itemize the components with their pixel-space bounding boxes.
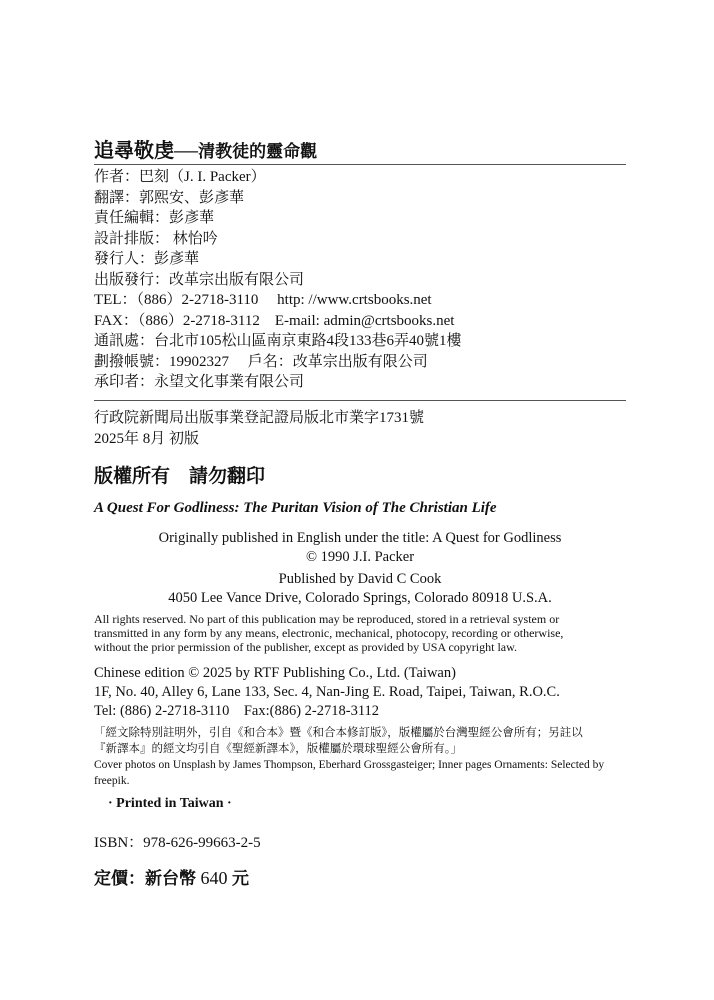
price <box>94 864 249 889</box>
publisher-info <box>94 570 626 608</box>
credits-divider <box>94 400 626 401</box>
credit-publisher: 出版發行：改革宗出版有限公司 <box>94 271 305 288</box>
registration-block <box>94 408 424 449</box>
registration-license: 行政院新聞局出版事業登記證局版北市業字1731號 <box>94 410 425 426</box>
chinese-edition <box>94 664 560 721</box>
rights-notice-line: All rights reserved. No part of this publication may be reproduced, stored in a retrieval system or <box>94 612 560 626</box>
scripture-note <box>94 725 626 789</box>
edition-date: 2025年 8月 初版 <box>94 430 200 447</box>
publisher-name: Published by David C Cook <box>278 571 442 587</box>
credit-address: 通訊處：台北市105松山區南京東路4段133巷6弄40號1樓 <box>94 333 462 349</box>
original-title-line: Originally published in English under the title: A Quest for Godliness <box>158 530 562 546</box>
english-title: A Quest For Godliness: The Puritan Vision of The Christian Life <box>94 500 497 516</box>
credits-block <box>94 167 462 393</box>
rights-notice-line: transmitted in any form by any means, electronic, mechanical, photocopy, recording or otherwise, <box>94 626 564 640</box>
credit-postal-account: 劃撥帳號：19902327 戶名：改革宗出版有限公司 <box>94 353 428 370</box>
credit-issuer: 發行人：彭彥華 <box>94 251 200 267</box>
credit-printer: 承印者：永望文化事業有限公司 <box>94 374 305 390</box>
photo-credit-line: Cover photos on Unsplash by James Thompson, Eberhard Grossgasteiger; Inner pages Ornaments: Selected by <box>94 759 605 771</box>
publisher-address: 4050 Lee Vance Drive, Colorado Springs, Colorado 80918 U.S.A. <box>168 590 552 606</box>
book-subtitle: ──清教徒的靈命觀 <box>174 142 318 161</box>
title-divider <box>94 164 626 165</box>
chinese-edition-copyright: Chinese edition © 2025 by RTF Publishing Co., Ltd. (Taiwan) <box>94 665 456 681</box>
scripture-note-line: 「經文除特別註明外，引自《和合本》暨《和合本修訂版》，版權屬於台灣聖經公會所有；另註以 <box>94 727 583 739</box>
credit-author: 作者：巴刻（J. I. Packer） <box>94 169 266 185</box>
credit-editor: 責任編輯：彭彥華 <box>94 210 215 226</box>
price-amount: 640 <box>196 868 232 888</box>
original-copyright-line: © 1990 J.I. Packer <box>305 549 415 565</box>
credit-translator: 翻譯：郭熙安、彭彥華 <box>94 189 245 206</box>
rights-notice <box>94 612 626 654</box>
credit-designer: 設計排版： 林怡吟 <box>94 230 218 247</box>
price-unit: 元 <box>232 869 249 888</box>
rights-notice-line: without the prior permission of the publisher, except as provided by USA copyright law. <box>94 640 517 654</box>
photo-credit-line: freepik. <box>94 775 130 787</box>
scripture-note-line: 『新譯本』的經文均引自《聖經新譯本》，版權屬於環球聖經公會所有。」 <box>94 743 462 755</box>
book-title-main: 追尋敬虔 <box>94 140 174 162</box>
printed-in-taiwan: · Printed in Taiwan · <box>108 796 232 811</box>
chinese-edition-address: 1F, No. 40, Alley 6, Lane 133, Sec. 4, Nan-Jing E. Road, Taipei, Taiwan, R.O.C. <box>94 684 560 700</box>
credit-tel: TEL：（886）2-2718-3110 http: //www.crtsbooks.net <box>94 292 432 308</box>
book-title <box>94 134 317 163</box>
chinese-edition-phone: Tel: (886) 2-2718-3110 Fax:(886) 2-2718-3112 <box>94 703 380 719</box>
price-label: 定價：新台幣 <box>94 869 196 888</box>
original-publication <box>94 529 626 567</box>
isbn: ISBN：978-626-99663-2-5 <box>94 835 261 851</box>
rights-heading: 版權所有 請勿翻印 <box>94 466 266 487</box>
credit-fax: FAX：（886）2-2718-3112 E-mail: admin@crtsbooks.net <box>94 312 455 329</box>
